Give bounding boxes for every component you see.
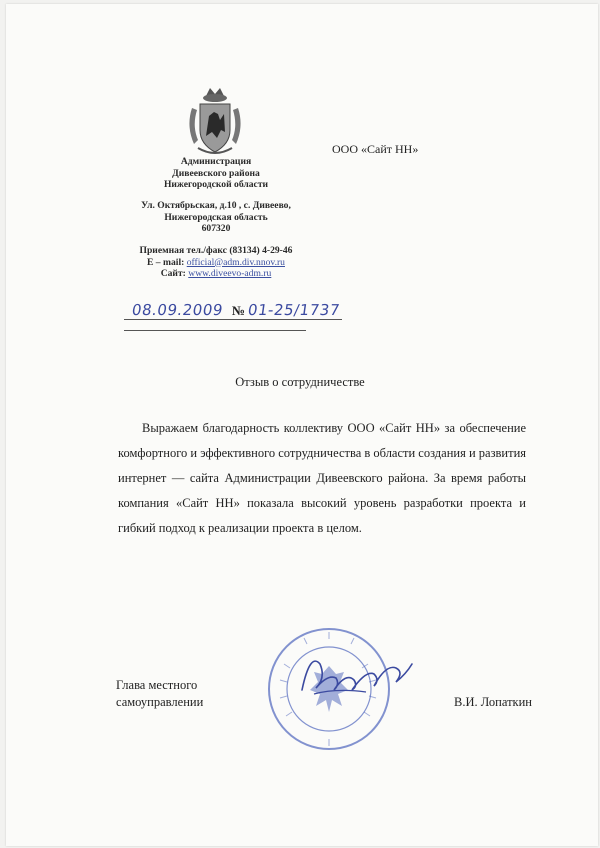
- recipient: ООО «Сайт НН»: [332, 142, 419, 156]
- address-line-1: Ул. Октябрьская, д.10 , с. Дивеево,: [141, 200, 291, 211]
- signatory-name: В.И. Лопаткин: [454, 695, 532, 709]
- address-line-3: 607320: [201, 223, 231, 234]
- org-line-3: Нижегородской области: [163, 179, 269, 190]
- org-name: [106, 156, 326, 191]
- email-link[interactable]: official@adm.div.nnov.ru: [186, 256, 285, 268]
- site-link[interactable]: www.diveevo-adm.ru: [188, 268, 272, 279]
- registration-underline-2: [124, 330, 306, 331]
- org-contacts: [106, 245, 326, 280]
- registration-number: 01-25/1737: [246, 301, 342, 319]
- registration-underline: [124, 319, 342, 320]
- position-line-1: Глава местного: [116, 678, 198, 692]
- address-line-2: Нижегородская область: [164, 211, 268, 223]
- phone-line: Приемная тел./факс (83134) 4-29-46: [139, 245, 293, 256]
- handwritten-signature: [296, 644, 416, 704]
- document-title: Отзыв о сотрудничестве: [235, 375, 365, 389]
- coat-of-arms-emblem: [184, 86, 246, 158]
- site-label: Сайт:: [160, 268, 186, 279]
- email-label: E – mail:: [147, 256, 185, 268]
- number-sign: №: [232, 303, 246, 318]
- letter-body: Выражаем благодарность коллективу ООО «Сайт НН» за обеспечение комфортного и эффективного сотрудничества в области создания и развития интернет — сайта Администрации Дивеевского района. За время работы компания «Сайт НН» показала высокий уровень разработки проекта и гибкий подход к реализации проекта в целом.: [118, 421, 527, 535]
- org-address: [106, 200, 326, 235]
- position-line-2: самоуправлении: [116, 695, 204, 709]
- letter-page: [6, 4, 598, 846]
- org-line-1: Администрация: [180, 156, 252, 167]
- signatory-position: [116, 677, 203, 711]
- registration-date: 08.09.2009: [130, 301, 225, 319]
- site-line: [106, 268, 326, 280]
- email-line: [106, 257, 326, 269]
- org-line-2: Дивеевского района: [172, 167, 260, 179]
